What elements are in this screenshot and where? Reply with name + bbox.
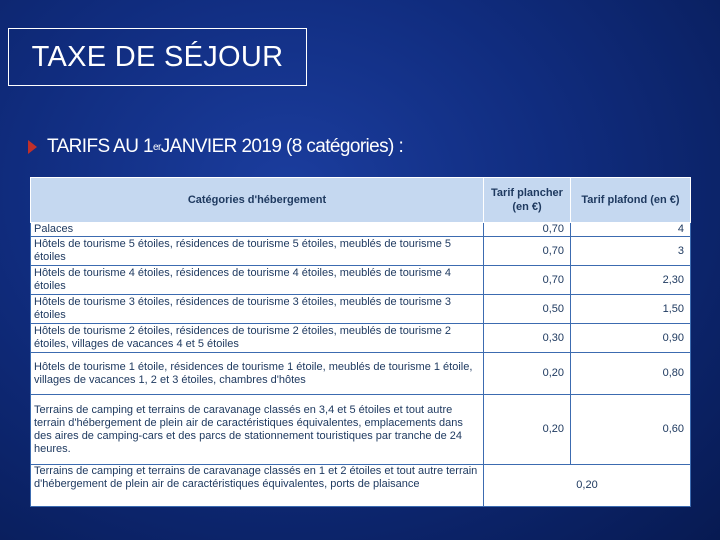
row-category: Hôtels de tourisme 3 étoiles, résidences de tourisme 3 étoiles, meublés de tourisme 3 étoiles	[31, 295, 484, 324]
row-category: Terrains de camping et terrains de caravanage classés en 1 et 2 étoiles et tout autre terrain d'hébergement de plein air de caractéristiques équivalentes, ports de plaisance	[31, 465, 484, 507]
row-category: Hôtels de tourisme 2 étoiles, résidences de tourisme 2 étoiles, meublés de tourisme 2 étoiles, villages de vacances 4 et 5 étoiles	[31, 324, 484, 353]
row-ceiling: 0,80	[571, 353, 691, 395]
row-ceiling: 0,60	[571, 395, 691, 465]
row-floor: 0,70	[484, 223, 571, 237]
subtitle	[28, 136, 403, 158]
row-floor: 0,70	[484, 266, 571, 295]
bullet-arrow-icon	[28, 140, 37, 154]
subtitle-sup: er	[153, 141, 161, 153]
table-row	[31, 395, 691, 465]
subtitle-rest: JANVIER 2019 (8 catégories) :	[160, 136, 404, 157]
header-floor: Tarif plancher (en €)	[484, 178, 571, 223]
subtitle-main: TARIFS AU 1	[47, 136, 154, 157]
header-ceiling: Tarif plafond (en €)	[571, 178, 691, 223]
row-floor: 0,20	[484, 395, 571, 465]
table-row	[31, 324, 691, 353]
row-floor: 0,30	[484, 324, 571, 353]
page-title-text: TAXE DE SÉJOUR	[31, 40, 284, 73]
row-ceiling: 4	[571, 223, 691, 237]
row-category: Hôtels de tourisme 4 étoiles, résidences de tourisme 4 étoiles, meublés de tourisme 4 étoiles	[31, 266, 484, 295]
table-row	[31, 353, 691, 395]
rates-table	[30, 177, 690, 507]
table-row	[31, 266, 691, 295]
row-ceiling: 2,30	[571, 266, 691, 295]
table-row	[31, 237, 691, 266]
row-category: Palaces	[31, 223, 484, 237]
row-floor: 0,50	[484, 295, 571, 324]
header-category: Catégories d'hébergement	[31, 178, 484, 223]
row-category: Hôtels de tourisme 1 étoile, résidences de tourisme 1 étoile, meublés de tourisme 1 étoile, villages de vacances 1, 2 et 3 étoiles, chambres d'hôtes	[31, 353, 484, 395]
table-row	[31, 465, 691, 507]
row-ceiling: 0,90	[571, 324, 691, 353]
table-row	[31, 223, 691, 237]
row-ceiling: 3	[571, 237, 691, 266]
page-title	[8, 28, 307, 86]
row-ceiling: 1,50	[571, 295, 691, 324]
row-category: Hôtels de tourisme 5 étoiles, résidences de tourisme 5 étoiles, meublés de tourisme 5 étoiles	[31, 237, 484, 266]
table-row	[31, 295, 691, 324]
row-rate-merged: 0,20	[484, 465, 691, 507]
row-floor: 0,20	[484, 353, 571, 395]
row-category: Terrains de camping et terrains de caravanage classés en 3,4 et 5 étoiles et tout autre terrain d'hébergement de plein air de caractéristiques équivalentes, emplacements dans des aires de camping-cars et des parcs de stationnement touristiques par tranche de 24 heures.	[31, 395, 484, 465]
row-floor: 0,70	[484, 237, 571, 266]
